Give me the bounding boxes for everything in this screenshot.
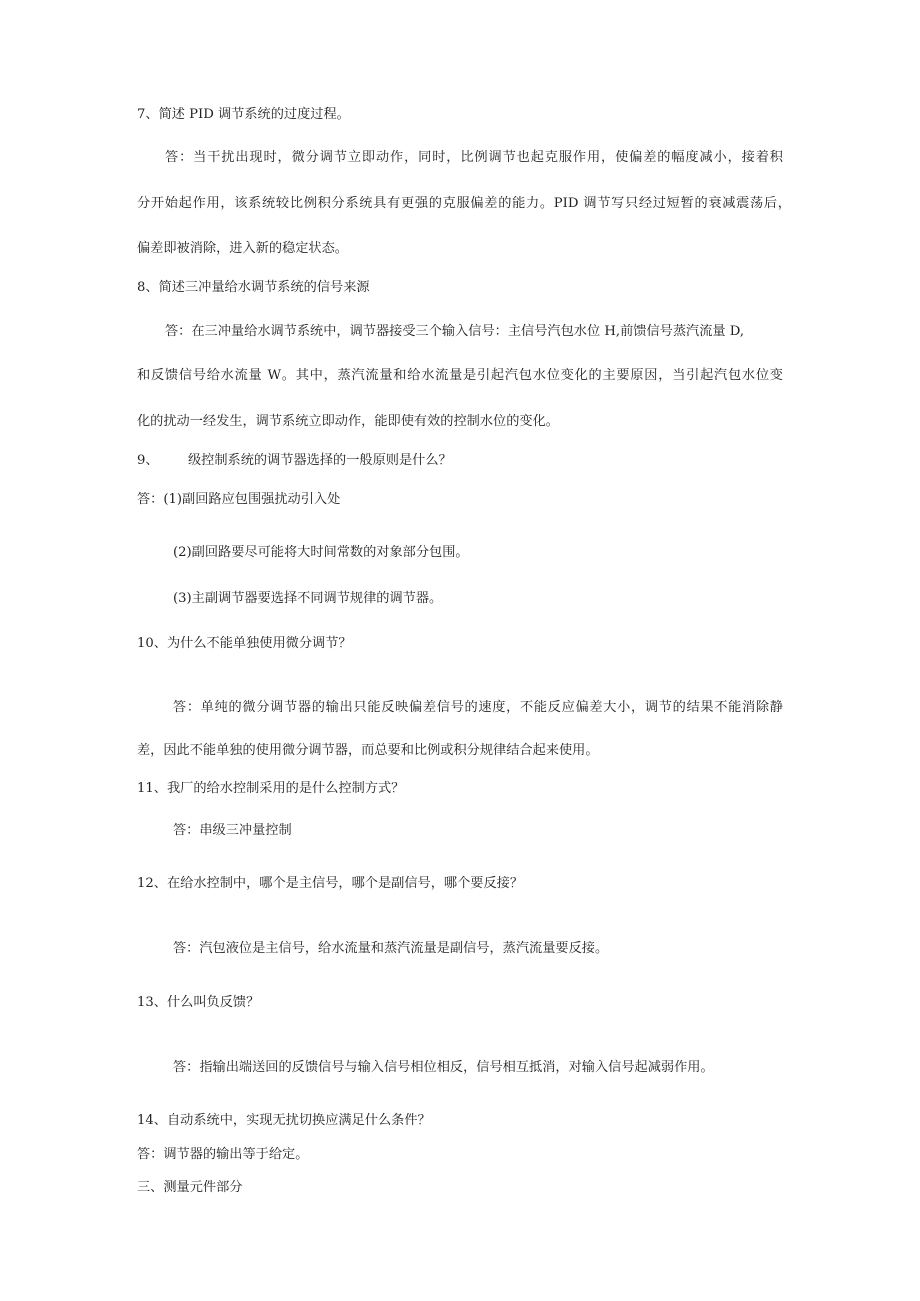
answer-8-line-3: 化的扰动一经发生，调节系统立即动作，能即使有效的控制水位的变化。 bbox=[137, 414, 559, 429]
answer-13: 答：指输出端送回的反馈信号与输入信号相位相反，信号相互抵消，对输入信号起减弱作用。 bbox=[173, 1060, 714, 1075]
answer-7-line-1: 答：当干扰出现时，微分调节立即动作，同时，比例调节也起克服作用，使偏差的幅度减小，接着积 bbox=[165, 150, 783, 165]
section-heading: 三、测量元件部分 bbox=[137, 1180, 243, 1195]
question-13: 13、什么叫负反馈？ bbox=[137, 995, 260, 1010]
answer-8-line-2: 和反馈信号给水流量 W。其中，蒸汽流量和给水流量是引起汽包水位变化的主要原因，当引起汽包水位变 bbox=[137, 368, 783, 383]
answer-8-line-1: 答：在三冲量给水调节系统中，调节器接受三个输入信号：主信号汽包水位 H,前馈信号蒸汽流量 D, bbox=[165, 324, 745, 339]
answer-14: 答：调节器的输出等于给定。 bbox=[137, 1147, 309, 1162]
question-14: 14、自动系统中，实现无扰切换应满足什么条件？ bbox=[137, 1113, 431, 1128]
answer-12: 答：汽包液位是主信号，给水流量和蒸汽流量是副信号，蒸汽流量要反接。 bbox=[173, 941, 609, 956]
answer-10-line-1: 答：单纯的微分调节器的输出只能反映偏差信号的速度，不能反应偏差大小，调节的结果不能消除静 bbox=[173, 700, 783, 715]
answer-9-line-1: 答：(1)副回路应包围强扰动引入处 bbox=[137, 492, 341, 507]
answer-7-line-2: 分开始起作用，该系统较比例积分系统具有更强的克服偏差的能力。PID 调节写只经过短暂的衰减震荡后， bbox=[137, 196, 791, 211]
answer-9-line-2: (2)副回路要尽可能将大时间常数的对象部分包围。 bbox=[173, 545, 469, 560]
question-12: 12、在给水控制中，哪个是主信号，哪个是副信号，哪个要反接？ bbox=[137, 876, 524, 891]
answer-10-line-2: 差，因此不能单独的使用微分调节器，而总要和比例或积分规律结合起来使用。 bbox=[137, 743, 599, 758]
question-7: 7、简述 PID 调节系统的过度过程。 bbox=[137, 107, 350, 122]
question-9: 级控制系统的调节器选择的一般原则是什么？ bbox=[188, 453, 452, 468]
question-9-number: 9、 bbox=[137, 453, 159, 468]
answer-9-line-3: (3)主副调节器要选择不同调节规律的调节器。 bbox=[173, 591, 443, 606]
answer-11: 答：串级三冲量控制 bbox=[173, 823, 292, 838]
question-11: 11、我厂的给水控制采用的是什么控制方式？ bbox=[137, 781, 405, 796]
question-8: 8、简述三冲量给水调节系统的信号来源 bbox=[137, 280, 370, 295]
answer-7-line-3: 偏差即被消除，进入新的稳定状态。 bbox=[137, 241, 348, 256]
question-10: 10、为什么不能单独使用微分调节？ bbox=[137, 636, 352, 651]
